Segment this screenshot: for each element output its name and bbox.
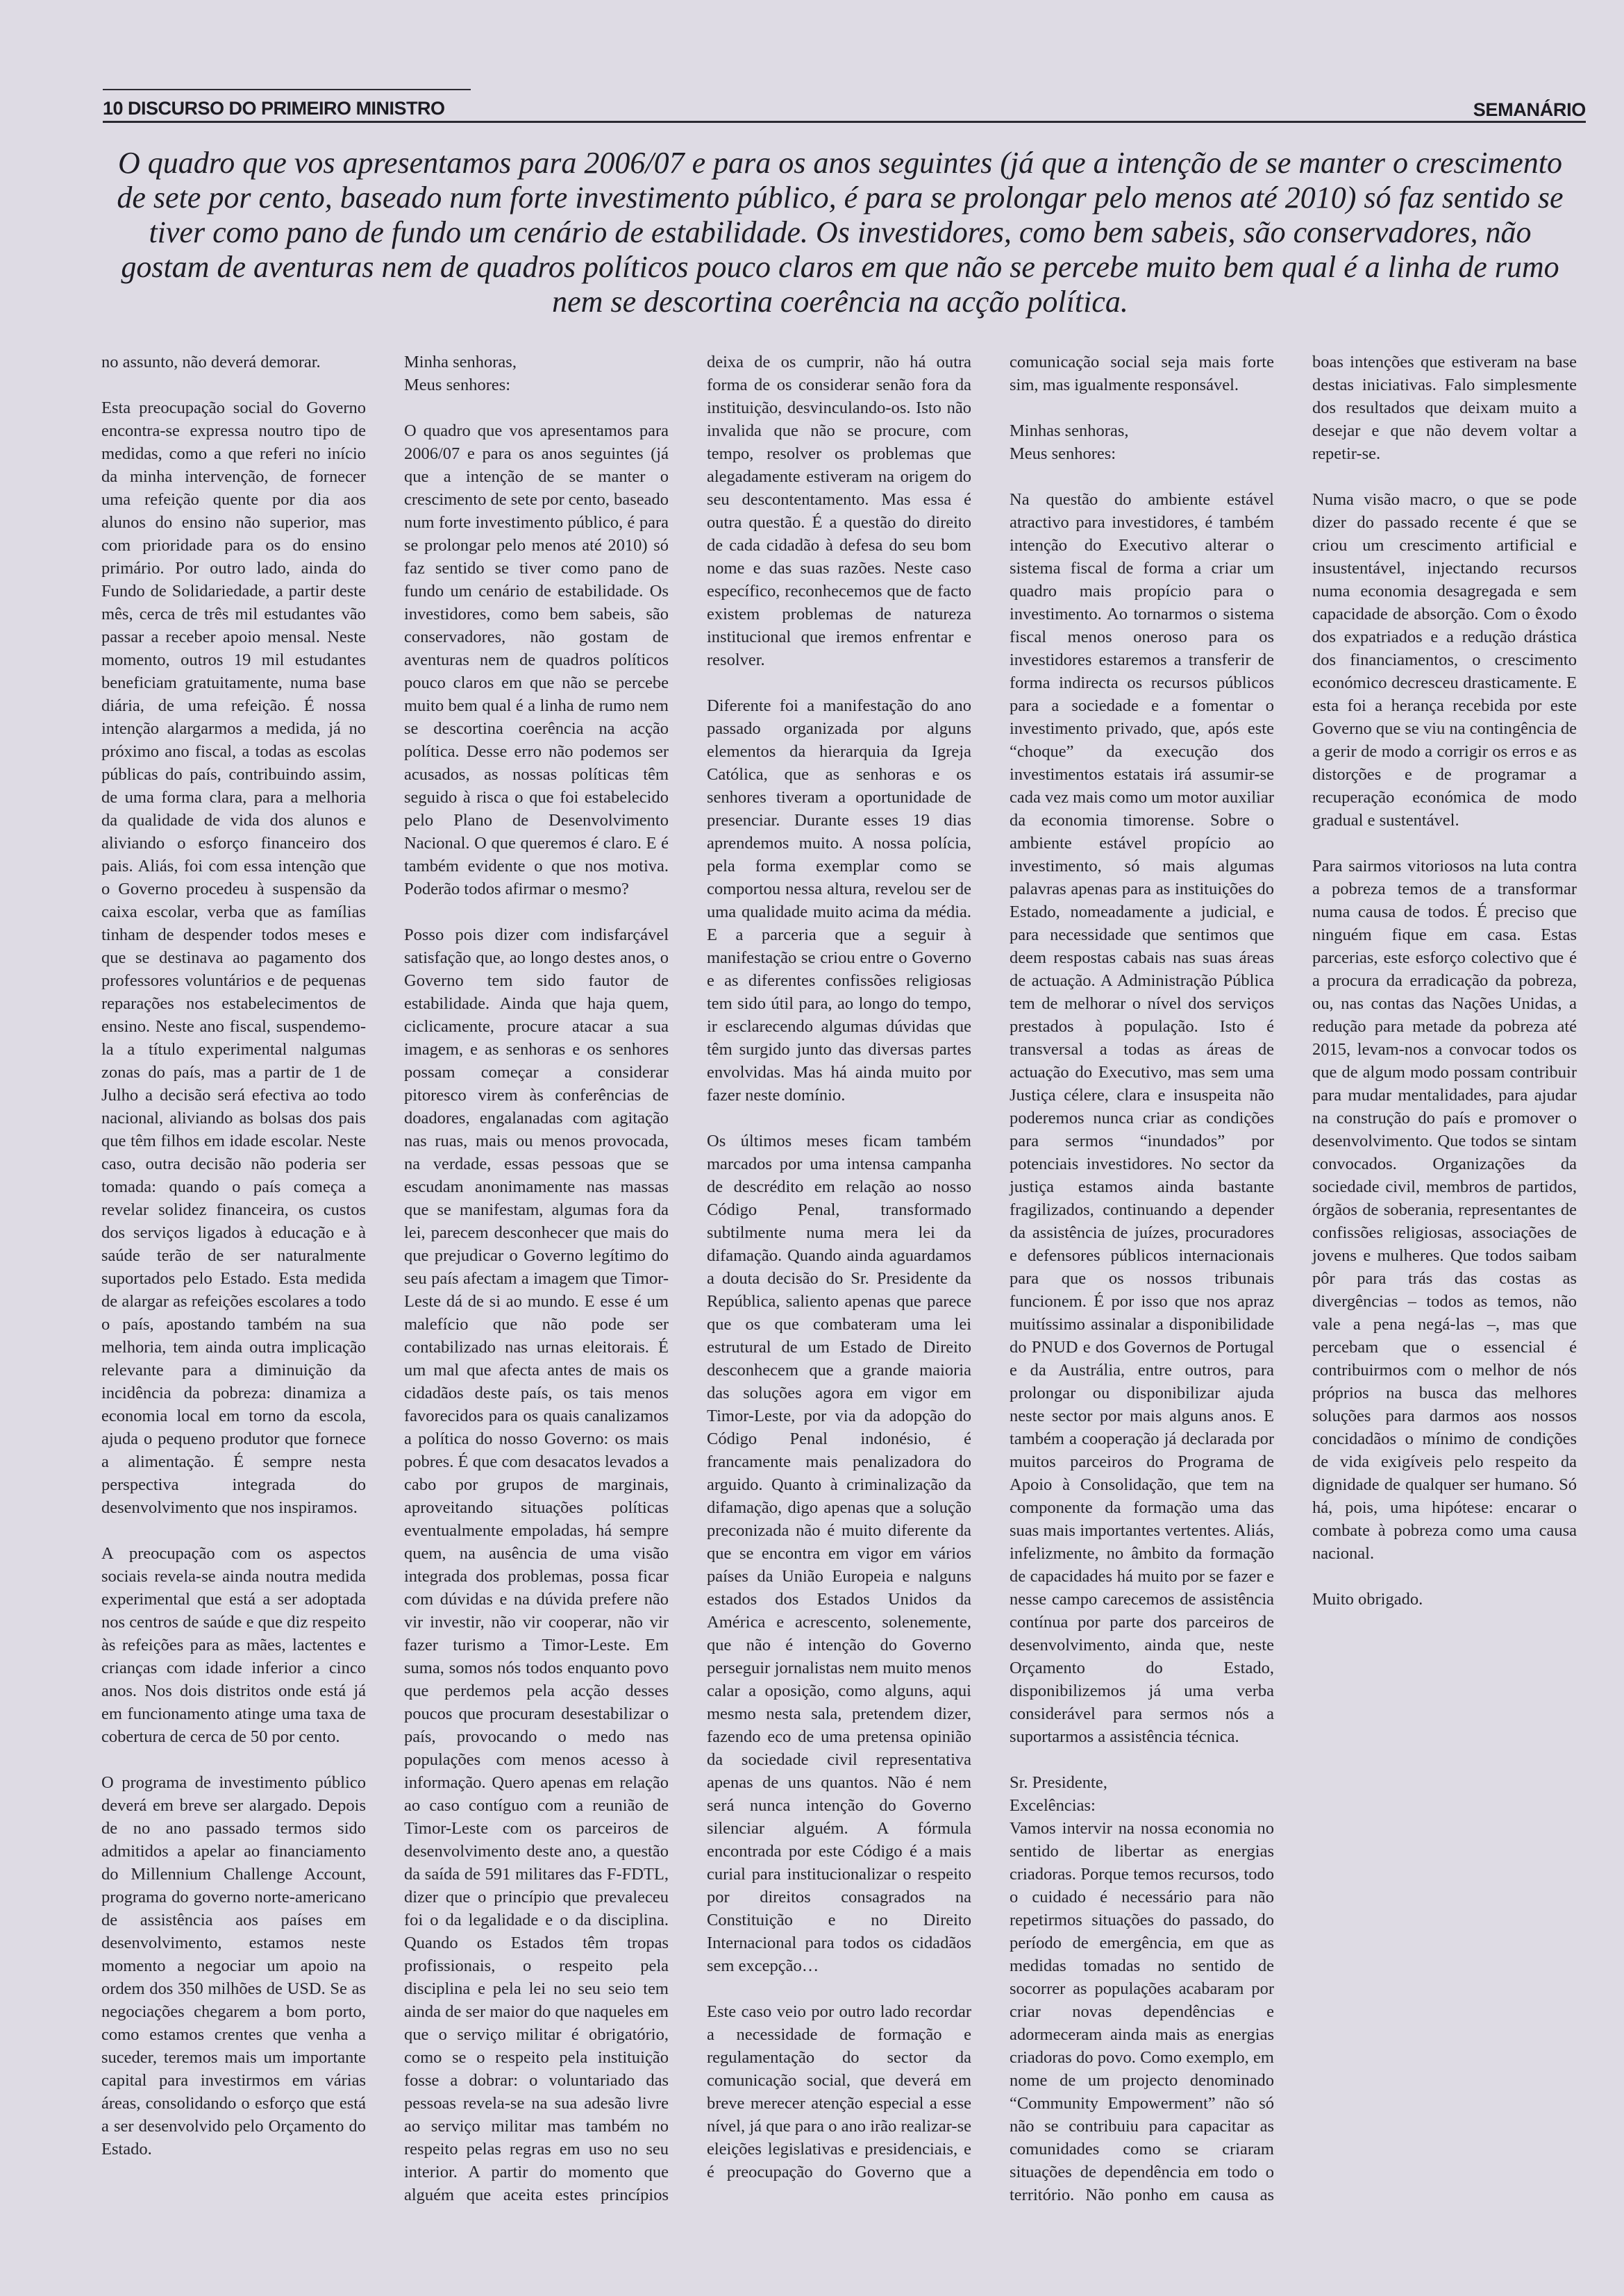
article-paragraph: Minhas senhoras, Meus senhores: [1010, 421, 1129, 463]
article-paragraph: Para sairmos vitoriosos na luta contra a pobreza temos de a transformar numa causa de todos. É preciso que ninguém fique em casa. Estas parcerias, este esforço colectivo que é a procura da erradicação da pobreza, ou, nas contas das Nações Unidas, a redução para metade da pobreza até 2015, levam-nos a convocar todos os que de algum modo possam contribuir para mudar mentalidades, para ajudar na construção do país e promover o desenvolvimento. Que todos se sintam convocados. Organizações da sociedade civil, membros de partidos, órgãos de soberania, representantes de confissões religiosas, associações de jovens e mulheres. Que todos saibam pôr para trás das costas as divergências – todos as temos, não vale a pena negá-las –, mas que percebam que o essencial é contribuirmos com o melhor de nós próprios na busca das melhores soluções para darmos aos nossos concidadãos o mínimo de condições de vida exigíveis pelo respeito da dignidade de qualquer ser humano. Só há, pois, uma hipótese: encarar o combate à pobreza como uma causa nacional. [1312, 857, 1577, 1563]
article-paragraph: Os últimos meses ficam também marcados por uma intensa campanha de descrédito em relação ao nosso Código Penal, transformado subtilmente numa mera lei da difamação. Quando ainda aguardamos a douta decisão do Sr. Presidente da República, saliento apenas que parece que os que combateram uma lei estrutural de um Estado de Direito desconhecem que a grande maioria das soluções agora em vigor em Timor-Leste, por via da adopção do Código Penal indonésio, é francamente mais penalizadora do arguido. Quanto à criminalização da difamação, digo apenas que a solução preconizada não é muito diferente da que se encontra em vigor em vários países da União Europeia e nalguns estados dos Estados Unidos da América e acrescento, solenemente, que não é intenção do Governo perseguir jornalistas nem muito menos calar a oposição, como alguns, aqui mesmo nesta sala, pretendem dizer, fazendo eco de uma pretensa opinião da sociedade civil representativa apenas de uns quantos. Não é nem será nunca intenção do Governo silenciar alguém. A fórmula encontrada por este Código é a mais curial para institucionalizar o respeito por direitos consagrados na Constituição e no Direito Internacional para todos os cidadãos sem excepção… [707, 1132, 971, 1975]
header-top-rule [103, 89, 471, 90]
article-paragraph: Posso pois dizer com indisfarçável satisfação que, ao longo destes anos, o Governo tem sido fautor de estabilidade. Ainda que haja quem, ciclicamente, procure atacar a sua imagem, e as senhoras e os senhores possam começar a considerar pitoresco virem às conferências de doadores, engalanadas com agitação nas ruas, mais ou menos provocada, na verdade, essas pessoas que se escudam anonimamente nas massas que se manifestam, algumas fora da lei, parecem desconhecer que mais do que prejudicar o Governo legítimo do seu país afectam a imagem que Timor-Leste dá de si ao mundo. E esse é um malefício que não pode ser contabilizado nas urnas eleitorais. É um mal que afecta antes de mais os cidadãos deste país, os tais menos favorecidos para os quais canalizamos a política do nosso Governo: os mais pobres. É que com desacatos levados a cabo por grupos de marginais, aproveitando situações políticas eventualmente empoladas, há sempre quem, na ausência de uma visão integrada dos problemas, possa ficar com dúvidas e na dúvida prefere não vir investir, não vir cooperar, não vir fazer turismo a Timor-Leste. Em suma, somos nós todos enquanto povo que perdemos pela acção desses poucos que procuram desestabilizar o país, provocando o medo nas populações com menos acesso à informação. Quero apenas em relação ao caso contíguo com a reunião de Timor-Leste com os parceiros de desenvolvimento deste ano, a questão da saída de 591 militares das F-FDTL, dizer que o princípio que prevaleceu foi o da legalidade e o da disciplina. Quando os Estados têm tropas profissionais, o respeito pela disciplina e pela lei no seu seio tem ainda de ser maior do que naqueles em que o serviço militar é obrigatório, como se o respeito pela instituição fosse a dobrar: o voluntariado das pessoas revela-se na sua adesão livre ao serviço militar mas também no respeito pelas regras em uso no seu interior. A partir do momento que alguém que aceita estes princípios deixa de os cumprir, não há outra forma de os considerar senão fora da instituição, desvinculando-os. Isto não invalida que não se procure, com tempo, resolver os problemas que alegadamente estiveram na origem do seu descontentamento. Mas essa é outra questão. É a questão do direito de cada cidadão à defesa do seu bom nome e das suas razões. Neste caso específico, reconhecemos que de facto existem problemas de natureza institucional que iremos enfrentar e resolver. [404, 353, 971, 2204]
article-body [101, 351, 1577, 2218]
article-paragraph: Diferente foi a manifestação do ano passado organizada por alguns elementos da hierarquia da Igreja Católica, que as senhoras e os senhores tiveram a oportunidade de presenciar. Durante esses 19 dias aprendemos muito. A nossa polícia, pela forma exemplar como se comportou nessa altura, revelou ser de uma qualidade muito acima da média. E a parceria que a seguir à manifestação se criou entre o Governo e as diferentes confissões religiosas tem sido útil para, ao longo do tempo, ir esclarecendo algumas dúvidas que têm surgido junto das diversas partes envolvidas. Mas há ainda muito por fazer neste domínio. [707, 696, 971, 1105]
publication-name: SEMANÁRIO [1473, 99, 1586, 120]
article-paragraph: Minha senhoras, Meus senhores: [404, 353, 517, 394]
article-paragraph: no assunto, não deverá demorar. [101, 353, 321, 371]
article-paragraph: A preocupação com os aspectos sociais revela-se ainda noutra medida experimental que está a ser adoptada nos centros de saúde e que diz respeito às refeições para as mães, lactentes e crianças com idade inferior a cinco anos. Nos dois distritos onde está já em funcionamento atinge uma taxa de cobertura de cerca de 50 por cento. [101, 1544, 366, 1746]
page-header [103, 89, 1586, 123]
pull-quote: O quadro que vos apresentamos para 2006/07 e para os anos seguintes (já que a intenção de se manter o crescimento de sete por cento, baseado num forte investimento público, é para se prolongar pelo menos até 2010) só faz sentido se tiver como pano de fundo um cenário de estabilidade. Os investidores, como bem sabeis, são conservadores, não gostam de aventuras nem de quadros políticos pouco claros em que não se percebe muito bem qual é a linha de rumo nem se descortina coerência na acção política. [117, 146, 1564, 319]
article-paragraph: Esta preocupação social do Governo encontra-se expressa noutro tipo de medidas, como a que referi no início da minha intervenção, de fornecer uma refeição quente por dia aos alunos do ensino não superior, mas com prioridade para os do ensino primário. Por outro lado, ainda do Fundo de Solidariedade, a partir deste mês, cerca de três mil estudantes vão passar a receber apoio mensal. Neste momento, outros 19 mil estudantes beneficiam gratuitamente, numa base diária, de uma refeição. É nossa intenção alargarmos a medida, já no próximo ano fiscal, a todas as escolas públicas do país, contribuindo assim, de uma forma clara, para a melhoria da qualidade de vida dos alunos e aliviando o esforço financeiro dos pais. Aliás, foi com essa intenção que o Governo procedeu à suspensão da caixa escolar, verba que as famílias tinham de despender todos meses e que se destinava ao pagamento dos professores voluntários e de pequenas reparações nos estabelecimentos de ensino. Neste ano fiscal, suspendemo-la a título experimental nalgumas zonas do país, mas a partir de 1 de Julho a decisão será efectiva ao todo nacional, aliviando as bolsas dos pais que têm filhos em idade escolar. Neste caso, outra decisão não poderia ser tomada: quando o país começa a revelar solidez financeira, os custos dos serviços ligados à educação e à saúde terão de ser naturalmente suportados pelo Estado. Esta medida de alargar as refeições escolares a todo o país, apostando também na sua melhoria, tem ainda outra implicação relevante para a diminuição da incidência da pobreza: dinamiza a economia local em torno da escola, ajuda o pequeno produtor que fornece a alimentação. É sempre nesta perspectiva integrada do desenvolvimento que nos inspiramos. [101, 399, 366, 1517]
article-paragraph: O programa de investimento público deverá em breve ser alargado. Depois de no ano passado termos sido admitidos a apelar ao financiamento do Millennium Challenge Account, programa do governo norte-americano de assistência aos países em desenvolvimento, estamos neste momento a negociar um apoio na ordem dos 350 milhões de USD. Se as negociações chegarem a bom porto, como estamos crentes que venha a suceder, teremos mais um importante capital para investirmos em várias áreas, consolidando o esforço que está a ser desenvolvido pelo Orçamento do Estado. [101, 1773, 366, 2159]
article-paragraph: O quadro que vos apresentamos para 2006/07 e para os anos seguintes (já que a intenção de se manter o crescimento de sete por cento, baseado num forte investimento público, é para se prolongar pelo menos até 2010) só faz sentido se tiver como pano de fundo um cenário de estabilidade. Os investidores, como bem sabeis, são conservadores, não gostam de aventuras nem de quadros políticos pouco claros em que não se percebe muito bem qual é a linha de rumo nem se descortina coerência na acção política. Desse erro não podemos ser acusados, as nossas políticas têm seguido à risca o que foi estabelecido pelo Plano de Desenvolvimento Nacional. O que queremos é claro. E é também evidente o que nos motiva. Poderão todos afirmar o mesmo? [404, 421, 669, 898]
article-paragraph: Numa visão macro, o que se pode dizer do passado recente é que se criou um crescimento artificial e insustentável, injectando recursos numa economia desagregada e sem capacidade de absorção. Com o êxodo dos expatriados e a redução drástica dos financiamentos, o crescimento económico decresceu drasticamente. E esta foi a herança recebida por este Governo que se viu na contingência de a gerir de modo a corrigir os erros e as distorções e de programar a recuperação económica de modo gradual e sustentável. [1312, 490, 1577, 830]
section-title: 10 DISCURSO DO PRIMEIRO MINISTRO [103, 98, 445, 119]
article-paragraph: Sr. Presidente, Excelências: Vamos intervir na nossa economia no sentido de libertar as energias criadoras. Porque temos recursos, todo o cuidado é necessário para não repetirmos situações do passado, do período de emergência, em que as medidas tomadas no sentido de socorrer as populações acabaram por criar novas dependências e adormeceram ainda mais as energias criadoras do povo. Como exemplo, em nome de um projecto denominado “Community Empowerment” não só não se contribuiu para capacitar as comunidades como se criaram situações de dependência em todo o território. Não ponho em causa as boas intenções que estiveram na base destas iniciativas. Falo simplesmente dos resultados que deixam muito a desejar e que não devem voltar a repetir-se. [1010, 353, 1577, 2204]
article-paragraph: Na questão do ambiente estável atractivo para investidores, é também intenção do Executivo alterar o sistema fiscal de forma a criar um quadro mais propício para o investimento. Ao tornarmos o sistema fiscal menos oneroso para os investidores estaremos a transferir de forma indirecta os recursos públicos para a sociedade e a fomentar o investimento privado, que, após este “choque” da execução dos investimentos estatais irá assumir-se cada vez mais como um motor auxiliar da economia timorense. Sobre o ambiente estável propício ao investimento, só mais algumas palavras apenas para as instituições do Estado, nomeadamente a judicial, e para necessidade que sentimos que deem respostas cabais nas suas áreas de actuação. A Administração Pública tem de melhorar o nível dos serviços prestados à população. Isto é transversal a todas as áreas de actuação do Executivo, mas sem uma Justiça célere, clara e insuspeita não poderemos nunca criar as condições para sermos “inundados” por potenciais investidores. No sector da justiça estamos ainda bastante fragilizados, continuando a depender da assistência de juízes, procuradores e defensores públicos internacionais para que os nossos tribunais funcionem. É por isso que nos apraz muitíssimo assinalar a disponibilidade do PNUD e dos Governos de Portugal e da Austrália, entre outros, para prolongar ou disponibilizar ajuda neste sector por mais alguns anos. E também a cooperação já declarada por muitos parceiros do Programa de Apoio à Consolidação, que tem na componente da formação uma das suas mais importantes vertentes. Aliás, infelizmente, no âmbito da formação de capacidades há muito por se fazer e nesse campo carecemos de assistência contínua por parte dos parceiros de desenvolvimento, ainda que, neste Orçamento do Estado, disponibilizemos já uma verba considerável para sermos nós a suportarmos a assistência técnica. [1010, 490, 1274, 1746]
article-paragraph: Este caso veio por outro lado recordar a necessidade de formação e regulamentação do sector da comunicação social, que deverá em breve merecer atenção especial a esse nível, já que para o ano irão realizar-se eleições legislativas e presidenciais, e é preocupação do Governo que a comunicação social seja mais forte sim, mas igualmente responsável. [707, 353, 1274, 2181]
article-paragraph: Muito obrigado. [1312, 1590, 1423, 1609]
